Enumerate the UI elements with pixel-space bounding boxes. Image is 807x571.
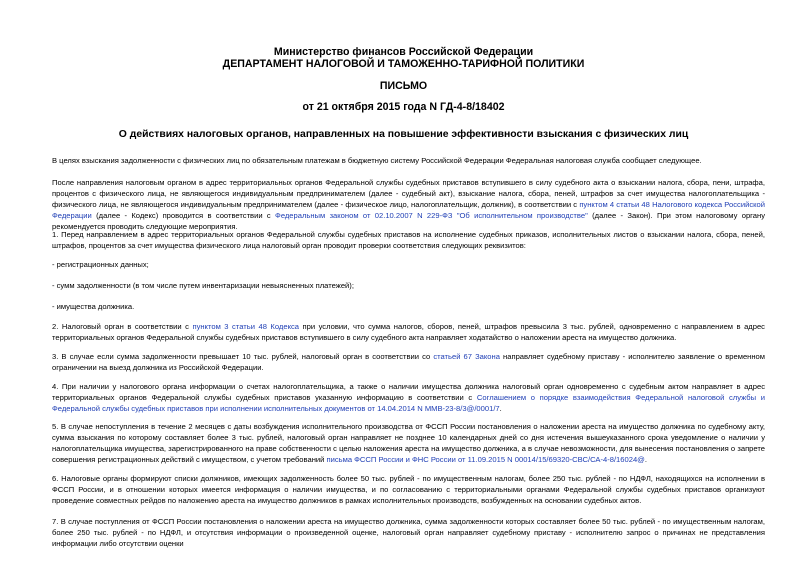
paragraph-text: 3. В случае если сумма задолженности превышает 10 тыс. рублей, налоговый орган в соответствии со — [52, 352, 434, 361]
document-subject: О действиях налоговых органов, направленных на повышение эффективности взыскания с физических лиц — [118, 129, 689, 140]
article-67-link[interactable]: статьей 67 Закона — [433, 352, 500, 361]
intro-paragraph: В целях взыскания задолженности с физических лиц по обязательным платежам в бюджетную систему Российской Федерации Федеральная налоговая служба сообщает следующее. — [52, 156, 702, 165]
paragraph-text: После направления налоговым органом в адрес территориальных органов Федеральной службы судебных приставов вступившего в силу судебного акта о взыскании налога, сбора, пени, штрафа, процентов с физического лица, не являющегося индивидуальным предпринимателем (далее - судебный акт), взыскание налога, сбора, пеней, штрафов за счет имущества налогоплательщика - физического лица, не являющегося индивидуальным предпринимателем (далее - физическое лицо, налогоплательщик, должник), в соответствии с — [52, 178, 765, 209]
bullet-property: - имущества должника. — [52, 302, 135, 311]
paragraph-4 — [52, 381, 765, 414]
paragraph-text: . — [644, 455, 648, 464]
bullet-debt-amounts: - сумм задолженности (в том числе путем инвентаризации невыясненных платежей); — [52, 281, 354, 290]
paragraph-text: (далее - Закон). При этом налоговому органу рекомендуется проводить следующие мероприятия. — [52, 211, 765, 231]
department-heading: ДЕПАРТАМЕНТ НАЛОГОВОЙ И ТАМОЖЕННО-ТАРИФНОЙ ПОЛИТИКИ — [222, 58, 585, 70]
paragraph-text: 4. При наличии у налогового органа информации о счетах налогоплательщика, а также о наличии имущества должника налоговый орган одновременно с судебным актом направляет в адрес территориальных органов Федеральной службы судебных приставов указанную информацию в соответствии с — [52, 382, 765, 402]
bullet-registration: - регистрационных данных; — [52, 260, 149, 269]
federal-law-link[interactable]: Федеральным законом от 02.10.2007 N 229-ФЗ "Об исполнительном производстве" — [275, 211, 588, 220]
ministry-heading: Министерство финансов Российской Федерации — [273, 46, 534, 58]
paragraph-text: 2. Налоговый орган в соответствии с — [52, 322, 193, 331]
paragraph-3 — [52, 351, 765, 373]
paragraph-5 — [52, 421, 765, 465]
article-48-link[interactable]: пунктом 3 статьи 48 Кодекса — [192, 322, 299, 331]
paragraph-text: 5. В случае непоступления в течение 2 месяцев с даты возбуждения исполнительного производства от ФССП России постановления о наложении ареста на имущество должника по судебному акту, сумма взыскания по которому составляет более 3 тыс. рублей, налоговый орган направляет не позднее 10 календарных дней со дня истечения вышеуказанного срока уведомление о наличии у налогоплательщика имущества, зарегистрированного на праве собственности с целью наложения ареста на имущество должника, а в случае невозможности, для вынесения постановления о запрете совершения регистрационных действий с имуществом, с учетом требований — [52, 422, 765, 464]
paragraph-7: 7. В случае поступления от ФССП России постановления о наложении ареста на имущество должника, сумма задолженности которых составляет более 50 тыс. рублей - по имущественным налогам, более 250 тыс. рублей - по НДФЛ, и отсутствия информации о произведенной оценке, налоговый орган направляет судебному приставу - исполнителю запрос о причинах не представления информации либо отсутствии оценки — [52, 517, 765, 548]
paragraph-text: направляет судебному приставу - исполнителю заявление о временном ограничении на выезд должника из Российской Федерации. — [52, 352, 765, 372]
tax-code-link[interactable]: пунктом 4 статьи 48 Налогового кодекса Российской Федерации — [52, 200, 765, 220]
document-type: ПИСЬМО — [379, 80, 428, 92]
document-date-number: от 21 октября 2015 года N ГД-4-8/18402 — [302, 101, 505, 113]
paragraph-6: 6. Налоговые органы формируют списки должников, имеющих задолженность более 50 тыс. рублей - по имущественным налогам, более 250 тыс. рублей - по НДФЛ, находящихся на исполнении в ФССП России, и в отношении которых имеется информация о наличии имущества, и по согласованию с территориальными органами Федеральной службы судебных приставов организуют проведение совместных рейдов по наложению ареста на имущество должников в рамках исполнительных производств, возбужденных на основании судебных актов. — [52, 474, 765, 505]
paragraph-1: 1. Перед направлением в адрес территориальных органов Федеральной службы судебных приставов на исполнение судебных приказов, исполнительных листов о взыскании налога, сбора, пеней, штрафов, процентов за счет имущества физического лица налоговый орган проводит проверки соответствия следующих реквизитов: — [52, 230, 765, 250]
paragraph-2 — [52, 321, 765, 343]
agreement-link[interactable]: Соглашением о порядке взаимодействия Федеральной налоговой службы и Федеральной службы судебных приставов при исполнении исполнительных документов от 14.04.2014 N ММВ-23-8/3@/0001/7 — [52, 393, 765, 413]
fssp-fns-letter-link[interactable]: письма ФССП России и ФНС России от 11.09.2015 N 00014/15/69320-СВС/СА-4-8/16024@ — [326, 455, 645, 464]
paragraph-text: . — [499, 404, 502, 413]
paragraph-text: при условии, что сумма налогов, сборов, пеней, штрафов превысила 3 тыс. рублей, одновременно с направлением в адрес территориальных органов Федеральной службы судебных приставов вступившего в силу судебного акта направляет ходатайство о наложении ареста на имущество должника. — [52, 322, 765, 342]
paragraph-text: (далее - Кодекс) проводится в соответствии с — [91, 211, 276, 220]
paragraph-preamble — [52, 177, 765, 232]
